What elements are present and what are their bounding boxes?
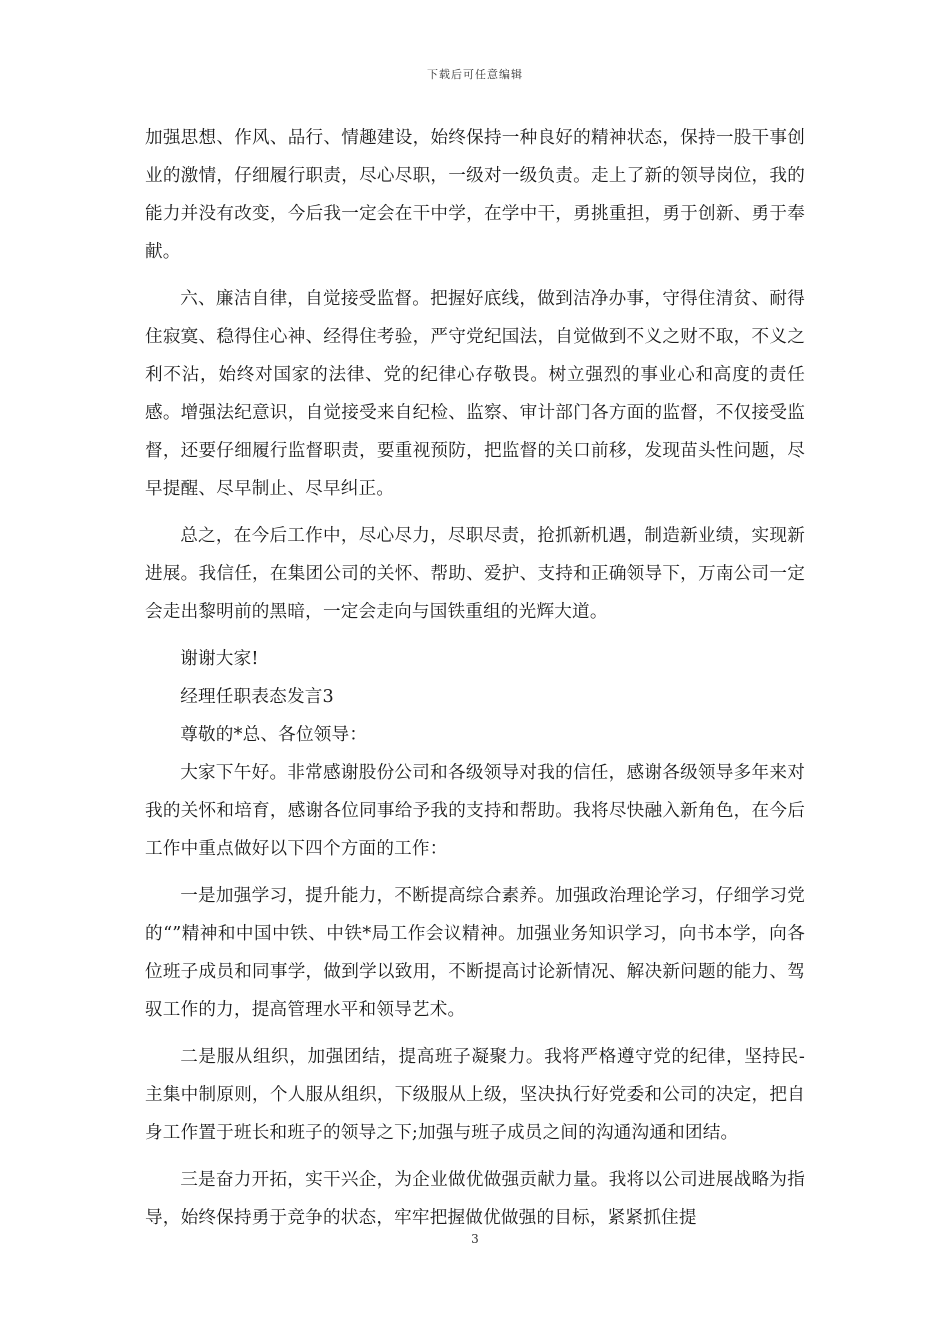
salutation: 尊敬的*总、各位领导：	[180, 725, 368, 745]
paragraph-point-one: 一是加强学习，提升能力，不断提高综合素养。加强政治理论学习，仔细学习党的“”精神和中国中铁、中铁*局工作会议精神。加强业务知识学习，向书本学，向各位班子成员和同事学，做到学以致用，不断提高讨论新情况、解决新问题的能力、驾驭工作的力，提高管理水平和领导艺术。	[145, 886, 805, 1020]
paragraph-integrity: 六、廉洁自律，自觉接受监督。把握好底线，做到洁净办事，守得住清贫、耐得住寂寞、稳得住心神、经得住考验，严守党纪国法，自觉做到不义之财不取，不义之利不沾，始终对国家的法律、党的纪律心存敬畏。树立强烈的事业心和高度的责任感。增强法纪意识，自觉接受来自纪检、监察、审计部门各方面的监督，不仅接受监督，还要仔细履行监督职责，要重视预防，把监督的关口前移，发现苗头性问题，尽早提醒、尽早制止、尽早纠正。	[145, 289, 805, 499]
paragraph-point-three: 三是奋力开拓，实干兴企，为企业做优做强贡献力量。我将以公司进展战略为指导，始终保持勇于竞争的状态，牢牢把握做优做强的目标，紧紧抓住提	[145, 1170, 805, 1228]
page-number: 3	[471, 1232, 479, 1246]
page-header: 下载后可任意编辑	[427, 68, 523, 81]
paragraph-continued: 加强思想、作风、品行、情趣建设，始终保持一种良好的精神状态，保持一股干事创业的激情，仔细履行职责，尽心尽职，一级对一级负责。走上了新的领导岗位，我的能力并没有改变，今后我一定会在干中学，在学中干，勇挑重担，勇于创新、勇于奉献。	[145, 128, 805, 262]
document-body	[145, 119, 805, 1246]
paragraph-thanks: 谢谢大家!	[180, 649, 259, 669]
paragraph-greeting: 大家下午好。非常感谢股份公司和各级领导对我的信任，感谢各级领导多年来对我的关怀和培育，感谢各位同事给予我的支持和帮助。我将尽快融入新角色，在今后工作中重点做好以下四个方面的工作：	[145, 763, 805, 859]
section-title: 经理任职表态发言3	[180, 687, 334, 707]
paragraph-conclusion: 总之，在今后工作中，尽心尽力，尽职尽责，抢抓新机遇，制造新业绩，实现新进展。我信任，在集团公司的关怀、帮助、爱护、支持和正确领导下，万南公司一定会走出黎明前的黑暗，一定会走向与国铁重组的光辉大道。	[145, 526, 805, 622]
paragraph-point-two: 二是服从组织，加强团结，提高班子凝聚力。我将严格遵守党的纪律，坚持民-主集中制原则，个人服从组织，下级服从上级，坚决执行好党委和公司的决定，把自身工作置于班长和班子的领导之下;加强与班子成员之间的沟通沟通和团结。	[145, 1047, 805, 1143]
